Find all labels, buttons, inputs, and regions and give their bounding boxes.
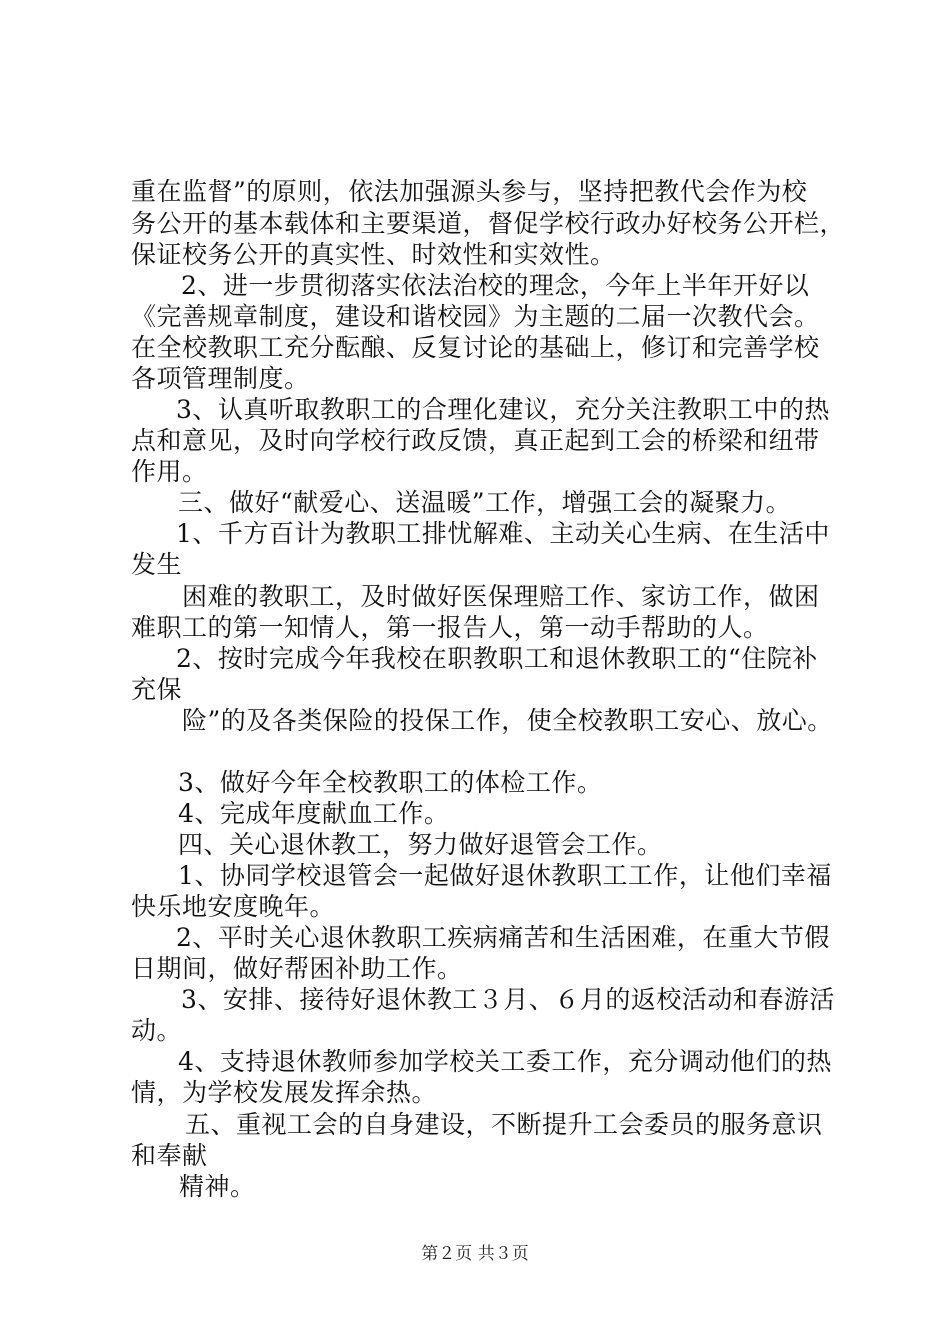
text-line: 充保 <box>131 675 183 704</box>
text-line: 在全校教职工充分酝酿、反复讨论的基础上，修订和完善学校 <box>131 333 820 362</box>
text-line: 和奉献 <box>131 1141 208 1170</box>
text-line: 4、支持退休教师参加学校关工委工作，充分调动他们的热 <box>178 1047 832 1076</box>
text-line: 情，为学校发展发挥余热。 <box>131 1078 438 1107</box>
text-line: 1、千方百计为教职工排忧解难、主动关心生病、在生活中 <box>176 519 830 548</box>
text-line: 务公开的基本载体和主要渠道，督促学校行政办好校务公开栏， <box>131 209 846 238</box>
text-line: 3、做好今年全校教职工的体检工作。 <box>178 768 603 797</box>
text-line: 精神。 <box>179 1172 256 1201</box>
section-heading: 五、重视工会的自身建设，不断提升工会委员的服务意识 <box>185 1110 823 1139</box>
text-line: 动。 <box>131 1016 183 1045</box>
text-line: 难职工的第一知情人，第一报告人，第一动手帮助的人。 <box>131 613 769 642</box>
text-line: 快乐地安度晚年。 <box>131 892 336 921</box>
text-line: 发生 <box>131 550 183 579</box>
text-line: 3、安排、接待好退休教工３月、６月的返校活动和春游活 <box>181 985 835 1014</box>
text-line: 2、平时关心退休教职工疾病痛苦和生活困难，在重大节假 <box>176 923 830 952</box>
text-line: 作用。 <box>131 457 208 486</box>
text-line: 重在监督”的原则，依法加强源头参与，坚持把教代会作为校 <box>131 177 808 206</box>
text-line: 2、进一步贯彻落实依法治校的理念，今年上半年开好以 <box>181 271 810 300</box>
page-number-footer: 第２页 共３页 <box>421 1244 529 1264</box>
text-line: 3、认真听取教职工的合理化建议，充分关注教职工中的热 <box>176 395 830 424</box>
text-line: 困难的教职工，及时做好医保理赔工作、家访工作，做困 <box>182 582 820 611</box>
text-line: 日期间，做好帮困补助工作。 <box>131 954 463 983</box>
text-line: 1、协同学校退管会一起做好退休教职工工作，让他们幸福 <box>178 861 832 890</box>
text-line: 保证校务公开的真实性、时效性和实效性。 <box>131 240 616 269</box>
text-line: 《完善规章制度，建设和谐校园》为主题的二届一次教代会。 <box>131 302 820 331</box>
section-heading: 四、关心退休教工，努力做好退管会工作。 <box>178 830 663 859</box>
text-line: 2、按时完成今年我校在职教职工和退休教职工的“住院补 <box>176 644 818 673</box>
text-line: 4、完成年度献血工作。 <box>178 799 450 828</box>
text-line: 点和意见，及时向学校行政反馈，真正起到工会的桥梁和纽带 <box>131 426 820 455</box>
text-line: 各项管理制度。 <box>131 364 310 393</box>
text-line: 险”的及各类保险的投保工作，使全校教职工安心、放心。 <box>182 706 833 735</box>
section-heading: 三、做好“献爱心、送温暖”工作，增强工会的凝聚力。 <box>178 488 792 517</box>
